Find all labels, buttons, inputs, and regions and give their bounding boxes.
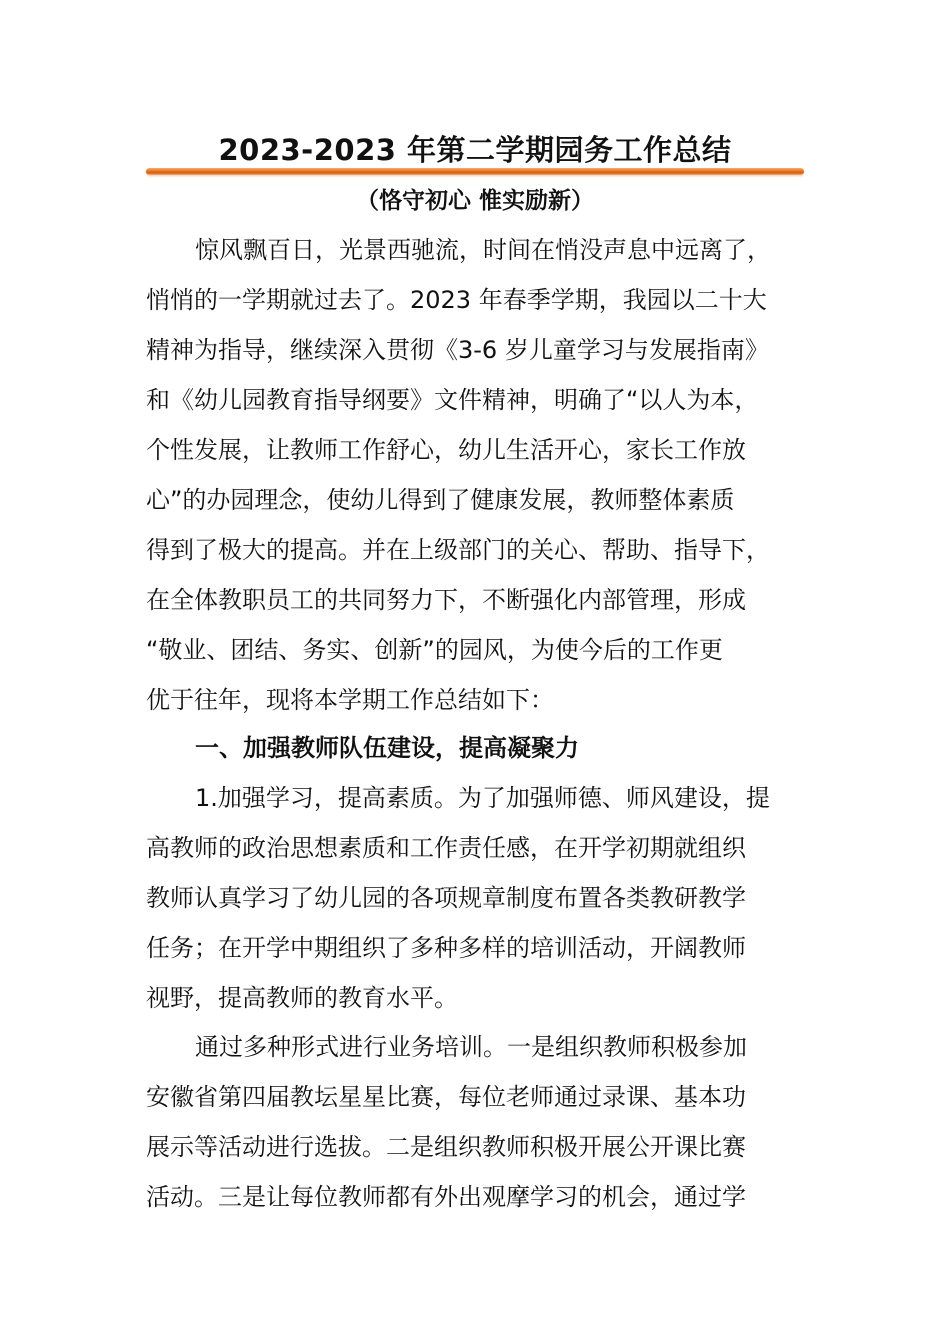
document-title: 2023-2023 年第二学期园务工作总结 [218, 133, 732, 167]
body-line: 和《幼儿园教育指导纲要》文件精神，明确了“以人为本， [146, 386, 759, 414]
body-line: 任务；在开学中期组织了多种多样的培训活动，开阔教师 [146, 934, 746, 962]
body-line: 得到了极大的提高。并在上级部门的关心、帮助、指导下， [146, 536, 770, 564]
body-line: 展示等活动进行选拔。二是组织教师积极开展公开课比赛 [146, 1133, 746, 1161]
body-line: 教师认真学习了幼儿园的各项规章制度布置各类教研教学 [146, 884, 746, 912]
body-line: 精神为指导，继续深入贯彻《3-6 岁儿童学习与发展指南》 [146, 336, 769, 364]
body-line: 视野，提高教师的教育水平。 [146, 984, 458, 1012]
section-heading: 一、加强教师队伍建设，提高凝聚力 [195, 734, 579, 762]
body-line: 悄悄的一学期就过去了。2023 年春季学期，我园以二十大 [146, 286, 767, 314]
body-line: 安徽省第四届教坛星星比赛，每位老师通过录课、基本功 [146, 1083, 746, 1111]
body-line: 通过多种形式进行业务培训。一是组织教师积极参加 [195, 1033, 747, 1061]
body-line: “敬业、团结、务实、创新”的园风，为使今后的工作更 [146, 636, 723, 664]
body-line: 惊风飘百日，光景西驰流，时间在悄没声息中远离了， [195, 236, 771, 264]
body-line: 活动。三是让每位教师都有外出观摩学习的机会，通过学 [146, 1183, 746, 1211]
body-line: 心”的办园理念，使幼儿得到了健康发展，教师整体素质 [146, 486, 735, 514]
body-line: 个性发展，让教师工作舒心，幼儿生活开心，家长工作放 [146, 436, 746, 464]
document-subtitle: （恪守初心 惟实励新） [355, 188, 594, 214]
body-line: 1.加强学习，提高素质。为了加强师德、师风建设，提 [195, 784, 770, 812]
body-line: 高教师的政治思想素质和工作责任感，在开学初期就组织 [146, 834, 746, 862]
title-underline [146, 168, 804, 175]
body-line: 在全体教职员工的共同努力下，不断强化内部管理，形成 [146, 586, 746, 614]
body-line: 优于往年，现将本学期工作总结如下： [146, 686, 554, 714]
